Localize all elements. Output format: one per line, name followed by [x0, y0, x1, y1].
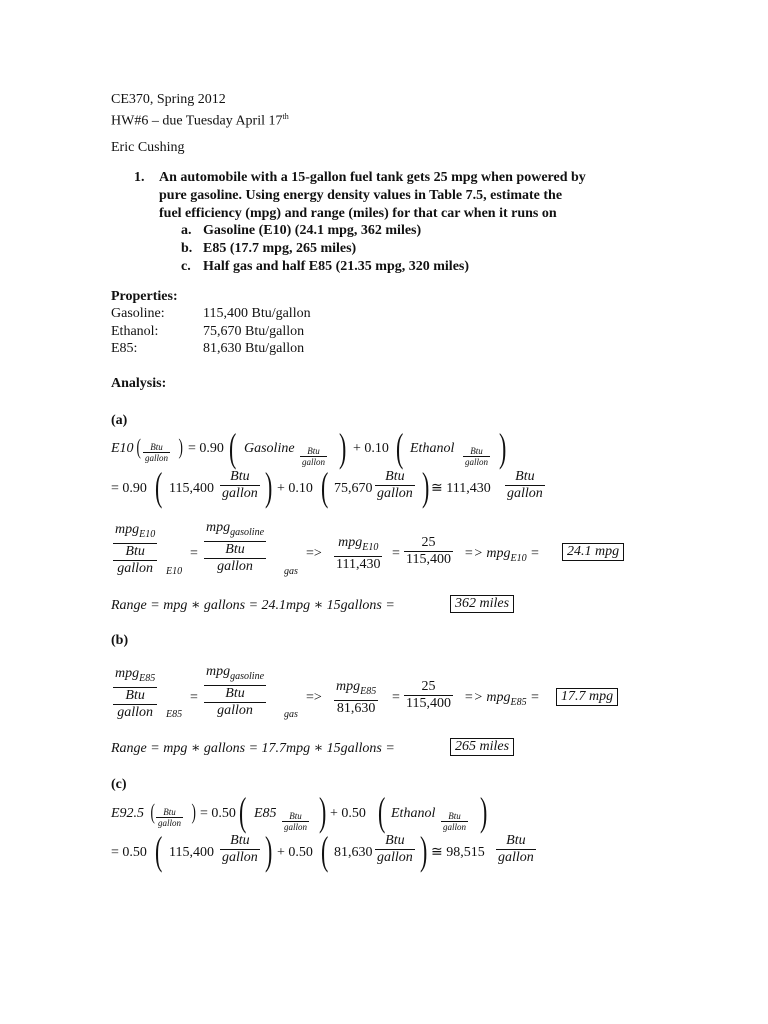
- property-name-e85: E85:: [111, 341, 138, 356]
- property-name-ethanol: Ethanol:: [111, 324, 159, 339]
- part-b-label: (b): [111, 633, 129, 648]
- a-result-box: 24.1 mpg: [562, 543, 624, 561]
- item-c-marker: c.: [181, 259, 191, 274]
- b-sub-e85: E85: [166, 709, 183, 720]
- property-value-gasoline: 115,400 Btu/gallon: [203, 306, 311, 321]
- a-arrow2: => mpg$_{E10}$ =: [464, 546, 540, 564]
- paren-right: ): [178, 434, 183, 459]
- analysis-heading: Analysis:: [111, 376, 167, 391]
- a-range-result-box: 362 miles: [450, 595, 514, 613]
- paren-left: (: [150, 799, 155, 824]
- b-result-box: 17.7 mpg: [556, 688, 618, 706]
- c-line1-eq: = 0.50: [200, 806, 236, 821]
- item-b-marker: b.: [181, 241, 193, 256]
- a-range-equation: Range = mpg ∗ gallons = 24.1mpg ∗ 15gallons =: [111, 598, 395, 613]
- hw-text: HW#6 – due Tuesday April 17: [111, 113, 283, 129]
- properties-heading: Properties:: [111, 289, 178, 304]
- a-ratio-lhs: mpg$_{E10}$ Btu gallon: [115, 522, 156, 576]
- a-sub-gas: gas: [284, 566, 298, 577]
- unit-fraction: Btu gallon: [145, 442, 169, 463]
- b-range-equation: Range = mpg ∗ gallons = 17.7mpg ∗ 15gallons =: [111, 741, 395, 756]
- b-arrow1: =>: [306, 690, 322, 705]
- a-frac1: mpg$_{E10}$ 111,430: [336, 535, 381, 572]
- hw-line: [111, 109, 289, 130]
- equals-sign: =: [190, 690, 198, 705]
- property-value-e85: 81,630 Btu/gallon: [203, 341, 305, 356]
- c-line2-v2: 81,630: [334, 845, 373, 860]
- item-a-marker: a.: [181, 223, 192, 238]
- a-arrow1: =>: [306, 546, 322, 561]
- equals-sign: =: [392, 690, 400, 705]
- course-line: CE370, Spring 2012: [111, 92, 226, 107]
- hw-superscript: th: [282, 112, 289, 121]
- part-c-label: (c): [111, 777, 127, 792]
- paren-right: ): [318, 789, 327, 834]
- a-e10-lhs: E10: [111, 441, 134, 456]
- paren-left: (: [154, 464, 163, 509]
- paren-right: ): [421, 464, 430, 509]
- a-line2-v1: 115,400: [169, 481, 214, 496]
- b-frac2: $\frac{25}{115,400}$: [406, 679, 451, 711]
- a-frac2: $\frac{25}{115,400}$: [406, 535, 451, 567]
- paren-left: (: [238, 789, 247, 834]
- equals-sign: =: [190, 546, 198, 561]
- c-e925-lhs: E92.5: [111, 806, 145, 821]
- b-ratio-rhs: mpg$_{gasoline}$ Btu gallon: [206, 664, 265, 718]
- item-c-text: Half gas and half E85 (21.35 mpg, 320 miles): [203, 259, 470, 274]
- a-line2-start: = 0.90: [111, 481, 147, 496]
- author-name: Eric Cushing: [111, 140, 185, 155]
- item-a-text: Gasoline (E10) (24.1 mpg, 362 miles): [203, 223, 422, 238]
- equals-sign: =: [392, 546, 400, 561]
- c-e85-term: E85: [254, 806, 277, 821]
- paren-right: ): [498, 425, 507, 470]
- paren-right: ): [479, 789, 488, 834]
- problem-number: 1.: [134, 170, 145, 185]
- paren-left: (: [320, 464, 329, 509]
- unit-fraction: Btu gallon: [222, 469, 258, 501]
- paren-right: ): [191, 799, 196, 824]
- a-gasoline-term: Gasoline: [244, 441, 295, 456]
- problem-line-1: An automobile with a 15-gallon fuel tank gets 25 mpg when powered by: [159, 170, 586, 185]
- part-a-label: (a): [111, 413, 128, 428]
- b-range-result-box: 265 miles: [450, 738, 514, 756]
- unit-fraction: Btu gallon: [443, 811, 467, 832]
- unit-fraction: Btu gallon: [222, 833, 258, 865]
- a-ethanol-term: Ethanol: [410, 441, 455, 456]
- b-ratio-lhs: mpg$_{E85}$ Btu gallon: [115, 666, 156, 720]
- b-arrow2: => mpg$_{E85}$ =: [464, 690, 540, 708]
- paren-right: ): [264, 828, 273, 873]
- a-line1-eq: = 0.90: [188, 441, 224, 456]
- property-value-ethanol: 75,670 Btu/gallon: [203, 324, 305, 339]
- c-line2-approx: ≅ 98,515: [431, 845, 485, 860]
- b-sub-gas: gas: [284, 709, 298, 720]
- a-line2-plus: + 0.10: [277, 481, 313, 496]
- unit-fraction: Btu gallon: [284, 811, 308, 832]
- a-line2-v2: 75,670: [334, 481, 373, 496]
- a-line2-approx: ≅ 111,430: [431, 481, 491, 496]
- paren-right: ): [338, 425, 347, 470]
- paren-right: ): [264, 464, 273, 509]
- problem-line-3: fuel efficiency (mpg) and range (miles) for that car when it runs on: [159, 206, 557, 221]
- unit-fraction: Btu gallon: [158, 807, 182, 828]
- item-b-text: E85 (17.7 mpg, 265 miles): [203, 241, 357, 256]
- c-line2-plus: + 0.50: [277, 845, 313, 860]
- paren-left: (: [320, 828, 329, 873]
- unit-fraction: Btu gallon: [498, 833, 534, 865]
- c-line1-plus: + 0.50: [330, 806, 366, 821]
- problem-line-2: pure gasoline. Using energy density values in Table 7.5, estimate the: [159, 188, 563, 203]
- a-sub-e10: E10: [166, 566, 183, 577]
- paren-left: (: [395, 425, 404, 470]
- paren-left: (: [154, 828, 163, 873]
- unit-fraction: Btu gallon: [377, 469, 413, 501]
- c-ethanol-term: Ethanol: [391, 806, 436, 821]
- unit-fraction: Btu gallon: [507, 469, 543, 501]
- c-line2-start: = 0.50: [111, 845, 147, 860]
- b-frac1: mpg$_{E85}$ 81,630: [336, 679, 377, 716]
- paren-left: (: [377, 789, 386, 834]
- property-name-gasoline: Gasoline:: [111, 306, 165, 321]
- unit-fraction: Btu gallon: [377, 833, 413, 865]
- unit-fraction: Btu gallon: [465, 446, 489, 467]
- c-line2-v1: 115,400: [169, 845, 214, 860]
- paren-right: ): [419, 828, 428, 873]
- paren-left: (: [136, 434, 141, 459]
- a-line1-plus: + 0.10: [353, 441, 389, 456]
- a-ratio-rhs: mpg$_{gasoline}$ Btu gallon: [206, 520, 265, 574]
- paren-left: (: [228, 425, 237, 470]
- unit-fraction: Btu gallon: [302, 446, 326, 467]
